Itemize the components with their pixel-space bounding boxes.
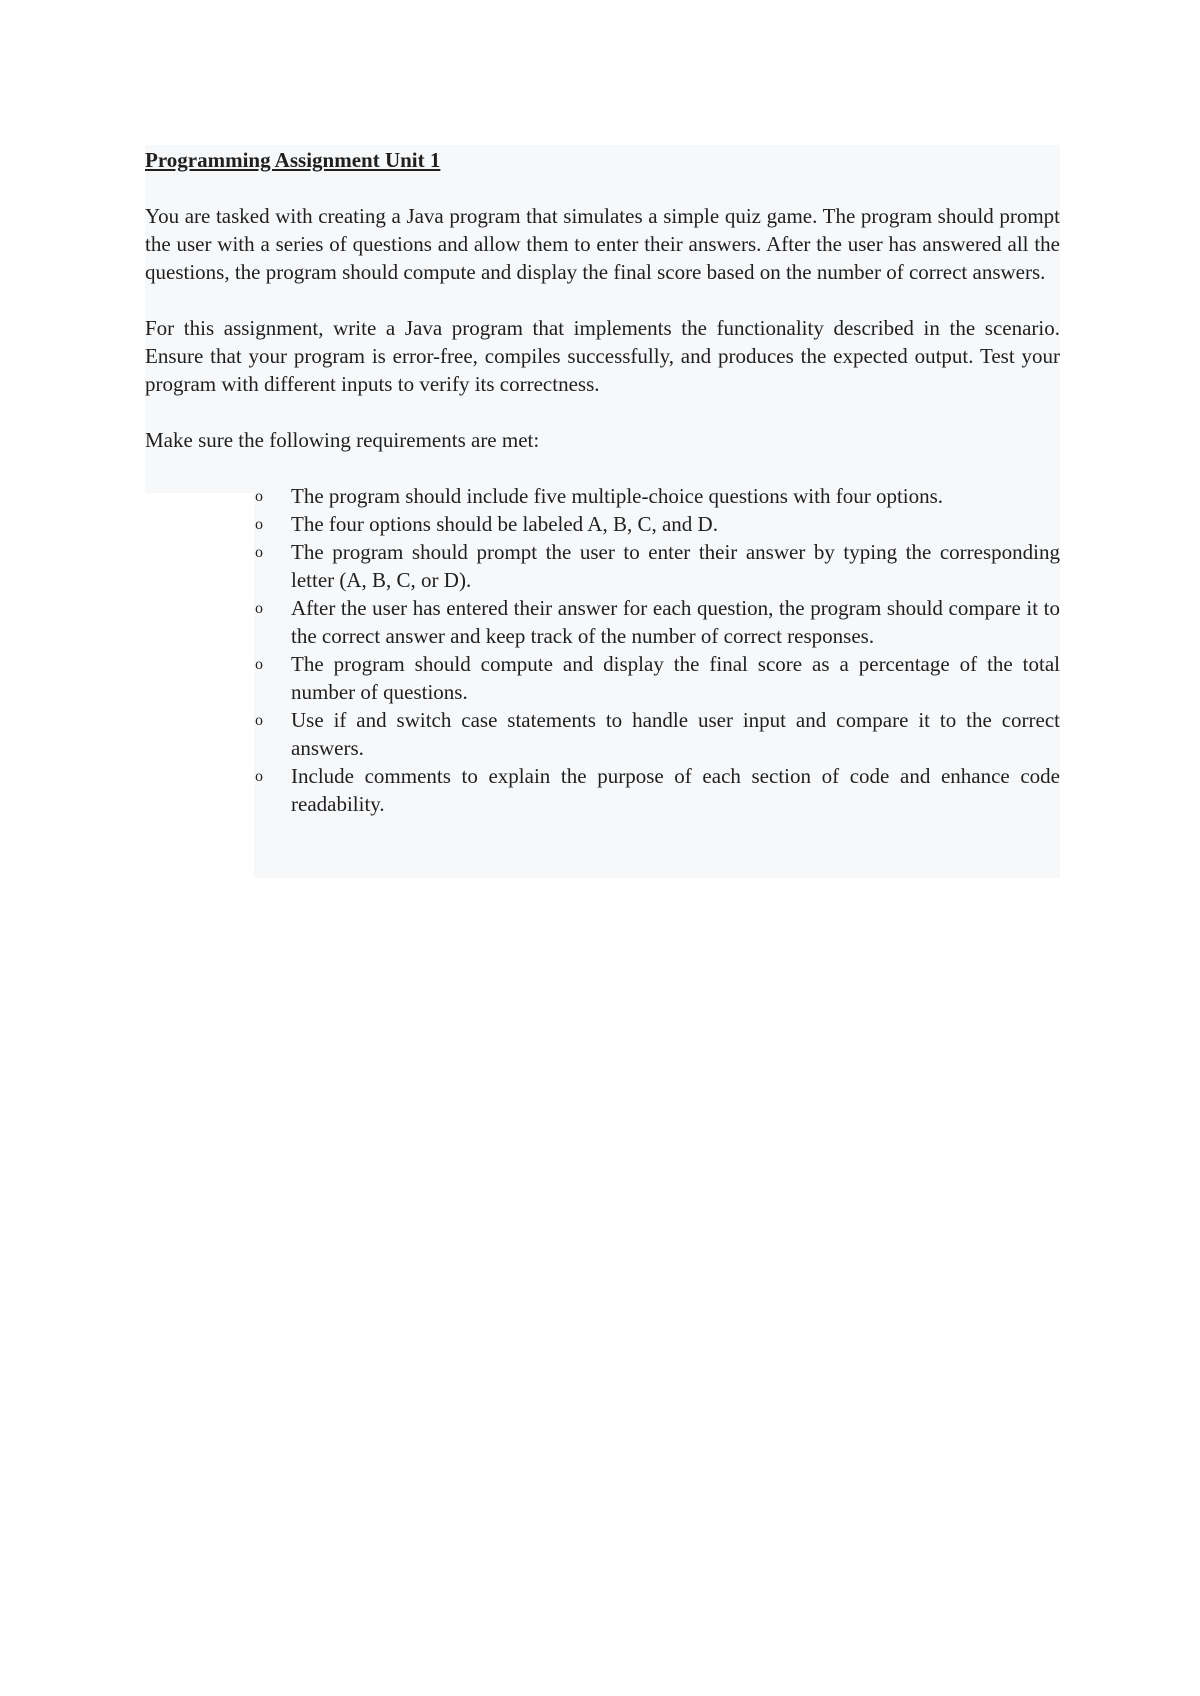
list-item	[255, 762, 1060, 818]
bullet-icon: o	[255, 488, 263, 505]
list-item	[255, 650, 1060, 706]
list-item	[255, 510, 1060, 538]
instructions-paragraph: For this assignment, write a Java program that implements the functionality described in the scenario. Ensure that your program is error-free, compiles successfully, and produces the expected output. Test your program with different inputs to verify its correctness.	[145, 316, 1060, 396]
requirements-intro: Make sure the following requirements are met:	[145, 428, 540, 452]
list-item-text: The program should include five multiple-choice questions with four options.	[291, 484, 944, 508]
list-item	[255, 594, 1060, 650]
list-item-text: Include comments to explain the purpose of each section of code and enhance code readability.	[291, 764, 1060, 816]
list-item-text: After the user has entered their answer for each question, the program should compare it to the correct answer and keep track of the number of correct responses.	[291, 596, 1060, 648]
scenario-paragraph: You are tasked with creating a Java program that simulates a simple quiz game. The program should prompt the user with a series of questions and allow them to enter their answers. After the user has answered all the questions, the program should compute and display the final score based on the number of correct answers.	[145, 204, 1060, 284]
requirements-list	[145, 482, 1060, 818]
list-item	[255, 706, 1060, 762]
list-item-text: The program should prompt the user to enter their answer by typing the corresponding letter (A, B, C, or D).	[291, 540, 1060, 592]
list-item	[255, 538, 1060, 594]
bullet-icon: o	[255, 768, 263, 785]
list-item	[255, 482, 1060, 510]
bullet-icon: o	[255, 712, 263, 729]
bullet-icon: o	[255, 600, 263, 617]
document-content	[145, 146, 1060, 818]
list-item-text: The four options should be labeled A, B, C, and D.	[291, 512, 718, 536]
list-item-text: The program should compute and display the final score as a percentage of the total number of questions.	[291, 652, 1060, 704]
bullet-icon: o	[255, 516, 263, 533]
bullet-icon: o	[255, 544, 263, 561]
list-item-text: Use if and switch case statements to handle user input and compare it to the correct answers.	[291, 708, 1060, 760]
document-title: Programming Assignment Unit 1	[145, 148, 441, 172]
bullet-icon: o	[255, 656, 263, 673]
